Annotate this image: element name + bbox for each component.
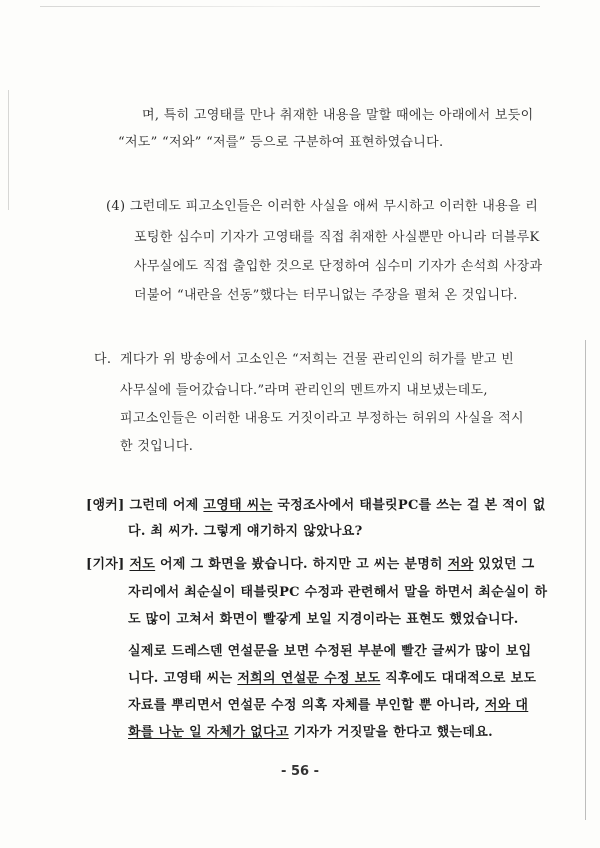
speaker-tag-anchor: [앵커] (86, 498, 125, 513)
reporter-line (128, 667, 536, 686)
text-segment: 어제 그 화면을 봤습니다. 하지만 고 씨는 분명히 (155, 557, 448, 572)
reporter-line (128, 694, 528, 713)
text-line: 사무실에도 직접 출입한 것으로 단정하여 심수미 기자가 손석희 사장과 (134, 259, 543, 274)
text-line: (4) 그런데도 피고소인들은 이러한 사실을 애써 무시하고 이러한 내용을 리 (106, 199, 539, 214)
reporter-line (86, 553, 535, 572)
text-line: 며, 특히 고영태를 만나 취재한 내용을 말할 때에는 아래에서 보듯이 (142, 108, 534, 123)
underlined-segment: 화를 나눈 일 자체가 없다고 (128, 725, 289, 740)
underlined-segment: 저와 대 (484, 698, 529, 713)
underlined-segment: 저도 (129, 557, 156, 572)
scan-edge-right (585, 340, 586, 820)
text-line: 포팅한 심수미 기자가 고영태를 직접 취재한 사실뿐만 아니라 더블루K (134, 230, 540, 245)
text-line: 도 많이 고쳐서 화면이 빨갛게 보일 지경이라는 표현도 했었습니다. (128, 612, 519, 627)
text-segment: 직후에도 대대적으로 보도 (380, 671, 537, 686)
text-line: 자리에서 최순실이 태블릿PC 수정과 관련해서 말을 하면서 최순실이 하 (128, 585, 548, 600)
text-line: 한 것입니다. (120, 439, 194, 454)
text-line: 더불어 “내란을 선동”했다는 터무니없는 주장을 펼쳐 온 것입니다. (134, 288, 518, 303)
scan-edge-top (40, 6, 540, 7)
text-line: 다. 최 씨가. 그렇게 얘기하지 않았나요? (128, 524, 363, 539)
text-segment: 국정조사에서 태블릿PC를 쓰는 걸 본 적이 없 (272, 498, 546, 513)
text-line: “저도” “저와” “저를” 등으로 구분하여 표현하였습니다. (118, 135, 444, 150)
text-line: 실제로 드레스덴 연설문을 보면 수정된 부분에 빨간 글씨가 많이 보입 (128, 644, 532, 659)
underlined-segment: 고영태 씨는 (203, 498, 273, 513)
reporter-line (128, 721, 493, 740)
text-segment: 니다. 고영태 씨는 (128, 671, 238, 686)
text-line: 게다가 위 방송에서 고소인은 “저희는 건물 관리인의 허가를 받고 빈 (120, 352, 515, 367)
underlined-segment: 저희의 연설문 수정 보도 (237, 671, 381, 686)
anchor-line (86, 494, 546, 513)
text-line: 사무실에 들어갔습니다.”라며 관리인의 멘트까지 내보냈는데도, (120, 383, 488, 398)
text-segment: 있었던 그 (473, 557, 535, 572)
text-segment: 자료를 뿌리면서 연설문 수정 의혹 자체를 부인할 뿐 아니라, (128, 698, 485, 713)
scan-edge-left (8, 90, 9, 210)
text-segment: 기자가 거짓말을 한다고 했는데요. (288, 725, 493, 740)
list-marker: 다. (94, 352, 112, 367)
text-segment: 그런데 어제 (129, 498, 204, 513)
speaker-tag-reporter: [기자] (86, 557, 125, 572)
underlined-segment: 저와 (447, 557, 474, 572)
page-number: - 56 - (281, 764, 319, 779)
text-line: 피고소인들은 이러한 내용도 거짓이라고 부정하는 허위의 사실을 적시 (120, 411, 524, 426)
